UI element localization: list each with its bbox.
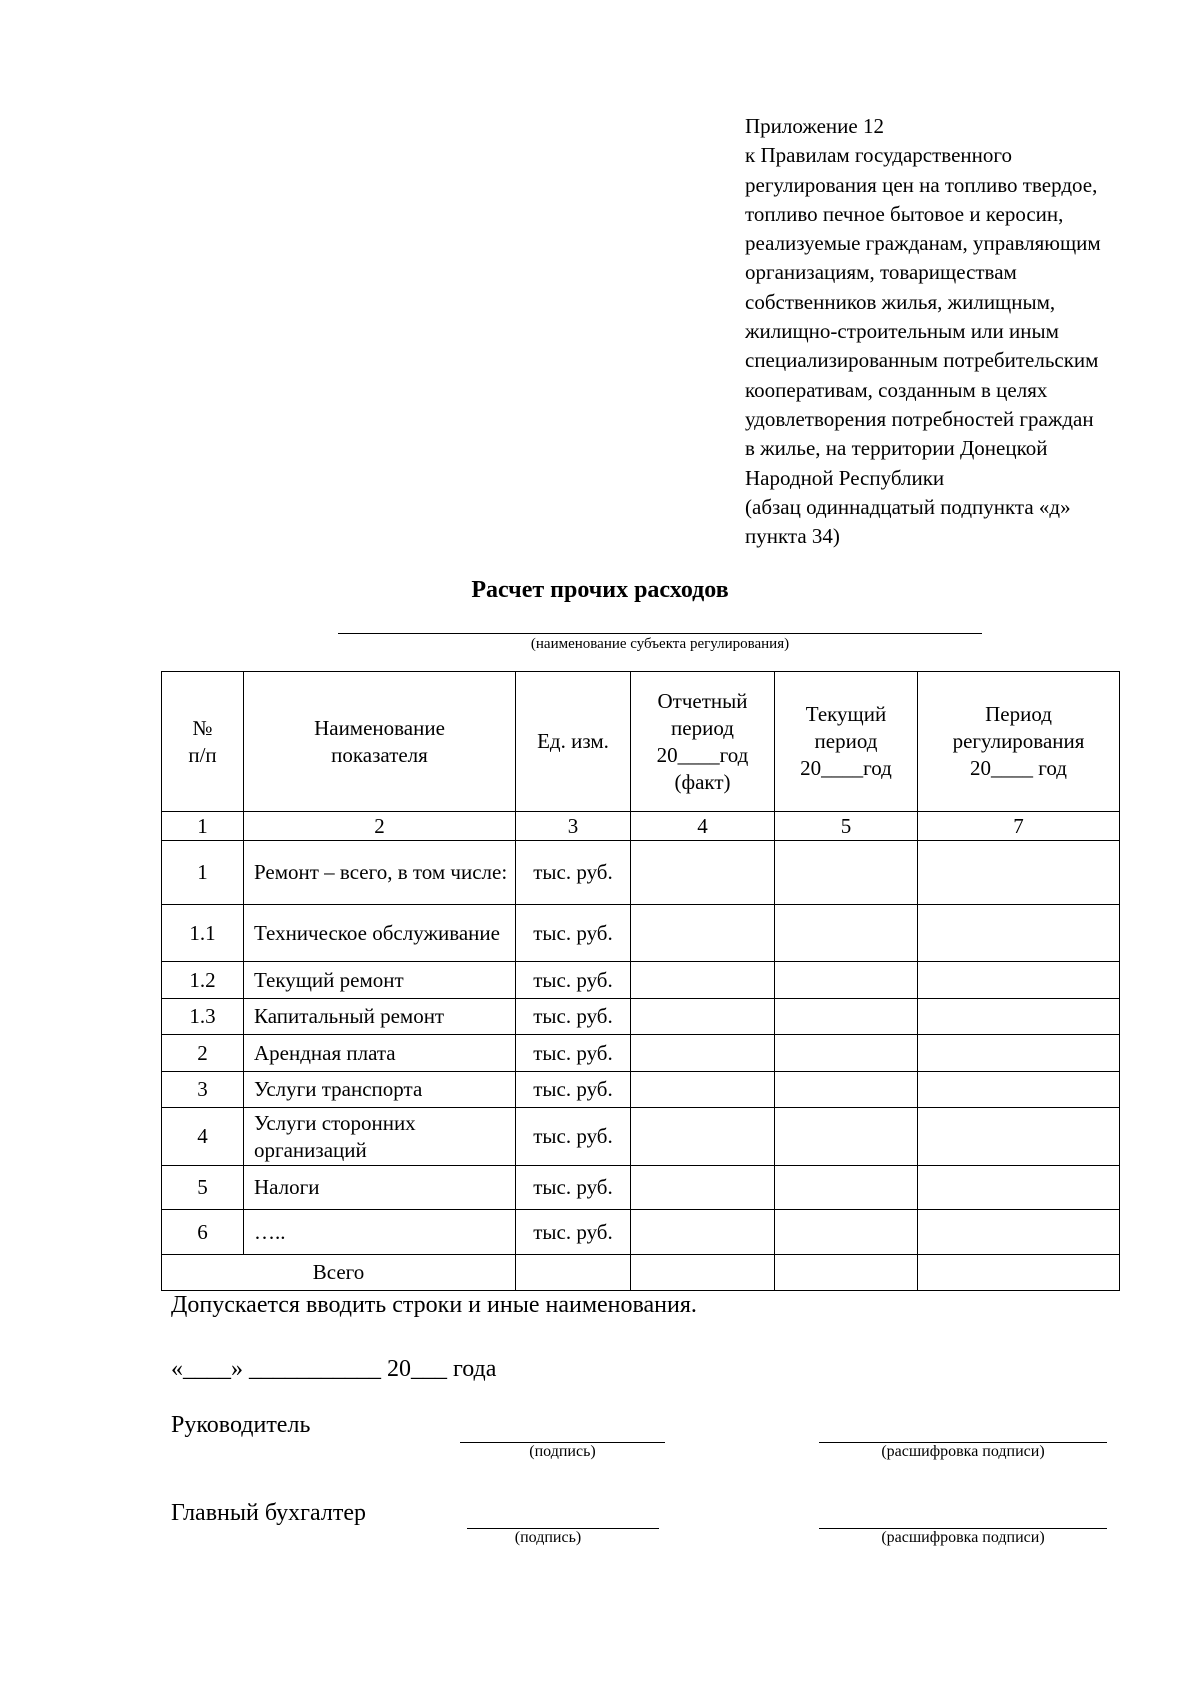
header-unit: Ед. изм. [516, 672, 631, 812]
document-title: Расчет прочих расходов [471, 577, 729, 603]
row-name: Капитальный ремонт [244, 999, 516, 1035]
reporting-value-cell[interactable] [631, 841, 775, 905]
appendix-line: (абзац одиннадцатый подпункта «д» [745, 494, 1071, 519]
table-row [162, 1035, 1120, 1072]
header-number: № п/п [162, 672, 244, 812]
total-row [162, 1255, 1120, 1291]
appendix-line: Народной Республики [745, 465, 945, 490]
row-number: 2 [162, 1035, 244, 1072]
row-number: 5 [162, 1166, 244, 1210]
appendix-line: собственников жилья, жилищным, [745, 289, 1056, 314]
appendix-header [745, 112, 1165, 551]
total-label: Всего [162, 1255, 516, 1291]
table-row [162, 1072, 1120, 1108]
current-value-cell[interactable] [775, 1108, 918, 1166]
row-unit: тыс. руб. [516, 1108, 631, 1166]
regulation-value-cell[interactable] [918, 1108, 1120, 1166]
regulation-value-cell[interactable] [918, 962, 1120, 999]
appendix-line: Приложение 12 [745, 114, 884, 138]
current-value-cell[interactable] [775, 841, 918, 905]
regulation-value-cell[interactable] [918, 1210, 1120, 1255]
role-chief-accountant: Главный бухгалтер [171, 1500, 366, 1526]
table-header-row [162, 672, 1120, 812]
row-name: ….. [244, 1210, 516, 1255]
reporting-value-cell[interactable] [631, 962, 775, 999]
reporting-value-cell[interactable] [631, 1210, 775, 1255]
row-number: 1.1 [162, 905, 244, 962]
table-row [162, 1210, 1120, 1255]
regulation-value-cell[interactable] [918, 1166, 1120, 1210]
current-value-cell[interactable] [775, 1210, 918, 1255]
regulation-value-cell[interactable] [918, 905, 1120, 962]
appendix-line: топливо печное бытовое и керосин, [745, 201, 1064, 226]
current-value-cell[interactable] [775, 1072, 918, 1108]
subject-name-caption: (наименование субъекта регулирования) [530, 636, 790, 652]
signature-decode-caption: (расшифровка подписи) [881, 1443, 1045, 1460]
row-number: 1.3 [162, 999, 244, 1035]
signature-caption: (подпись) [529, 1443, 596, 1460]
table-row [162, 905, 1120, 962]
signature-caption: (подпись) [514, 1529, 582, 1546]
appendix-line: удовлетворения потребностей граждан [745, 406, 1094, 431]
column-number: 3 [516, 812, 631, 841]
column-number: 1 [162, 812, 244, 841]
appendix-line: реализуемые гражданам, управляющим [745, 231, 1101, 256]
subject-name-line[interactable] [338, 633, 982, 634]
column-number: 5 [775, 812, 918, 841]
reporting-value-cell[interactable] [631, 1035, 775, 1072]
row-name: Текущий ремонт [244, 962, 516, 999]
column-number: 7 [918, 812, 1120, 841]
column-number: 4 [631, 812, 775, 841]
row-number: 3 [162, 1072, 244, 1108]
total-regulation-cell[interactable] [918, 1255, 1120, 1291]
note-text: Допускается вводить строки и иные наименования. [171, 1292, 697, 1318]
header-regulation-period: Период регулирования 20____ год [918, 672, 1120, 812]
reporting-value-cell[interactable] [631, 999, 775, 1035]
total-current-cell[interactable] [775, 1255, 918, 1291]
row-unit: тыс. руб. [516, 905, 631, 962]
reporting-value-cell[interactable] [631, 1108, 775, 1166]
table-row [162, 1108, 1120, 1166]
row-unit: тыс. руб. [516, 962, 631, 999]
reporting-value-cell[interactable] [631, 1166, 775, 1210]
reporting-value-cell[interactable] [631, 905, 775, 962]
signature-decode-caption: (расшифровка подписи) [881, 1529, 1045, 1546]
row-number: 1.2 [162, 962, 244, 999]
appendix-line: пункта 34) [745, 524, 840, 549]
row-unit: тыс. руб. [516, 1166, 631, 1210]
current-value-cell[interactable] [775, 962, 918, 999]
row-number: 6 [162, 1210, 244, 1255]
row-name: Услуги сторонних организаций [244, 1108, 516, 1166]
current-value-cell[interactable] [775, 999, 918, 1035]
row-name: Налоги [244, 1166, 516, 1210]
regulation-value-cell[interactable] [918, 841, 1120, 905]
appendix-line: специализированным потребительским [745, 348, 1099, 373]
reporting-value-cell[interactable] [631, 1072, 775, 1108]
table-row [162, 841, 1120, 905]
appendix-line: жилищно-строительным или иным [745, 319, 1059, 344]
current-value-cell[interactable] [775, 1166, 918, 1210]
header-reporting-period: Отчетный период 20____год (факт) [631, 672, 775, 812]
appendix-line: в жилье, на территории Донецкой [745, 436, 1048, 461]
table-row [162, 999, 1120, 1035]
row-name: Арендная плата [244, 1035, 516, 1072]
total-unit-cell[interactable] [516, 1255, 631, 1291]
row-unit: тыс. руб. [516, 1072, 631, 1108]
date-line[interactable]: «____» ___________ 20___ года [171, 1356, 497, 1382]
appendix-line: регулирования цен на топливо твердое, [745, 172, 1098, 197]
column-number: 2 [244, 812, 516, 841]
row-unit: тыс. руб. [516, 999, 631, 1035]
header-indicator-name: Наименование показателя [244, 672, 516, 812]
row-number: 4 [162, 1108, 244, 1166]
row-name: Услуги транспорта [244, 1072, 516, 1108]
appendix-line: кооперативам, созданным в целях [745, 377, 1048, 402]
column-numbers-row [162, 812, 1120, 841]
table-row [162, 962, 1120, 999]
total-reporting-cell[interactable] [631, 1255, 775, 1291]
appendix-line: к Правилам государственного [745, 143, 1012, 168]
row-unit: тыс. руб. [516, 1035, 631, 1072]
appendix-line: организациям, товариществам [745, 260, 1017, 285]
regulation-value-cell[interactable] [918, 1035, 1120, 1072]
regulation-value-cell[interactable] [918, 1072, 1120, 1108]
table-row [162, 1166, 1120, 1210]
row-name: Ремонт – всего, в том числе: [244, 841, 516, 905]
role-head: Руководитель [171, 1412, 311, 1438]
row-number: 1 [162, 841, 244, 905]
expenses-table [161, 671, 1120, 1291]
row-name: Техническое обслуживание [244, 905, 516, 962]
row-unit: тыс. руб. [516, 1210, 631, 1255]
regulation-value-cell[interactable] [918, 999, 1120, 1035]
current-value-cell[interactable] [775, 905, 918, 962]
current-value-cell[interactable] [775, 1035, 918, 1072]
row-unit: тыс. руб. [516, 841, 631, 905]
header-current-period: Текущий период 20____год [775, 672, 918, 812]
